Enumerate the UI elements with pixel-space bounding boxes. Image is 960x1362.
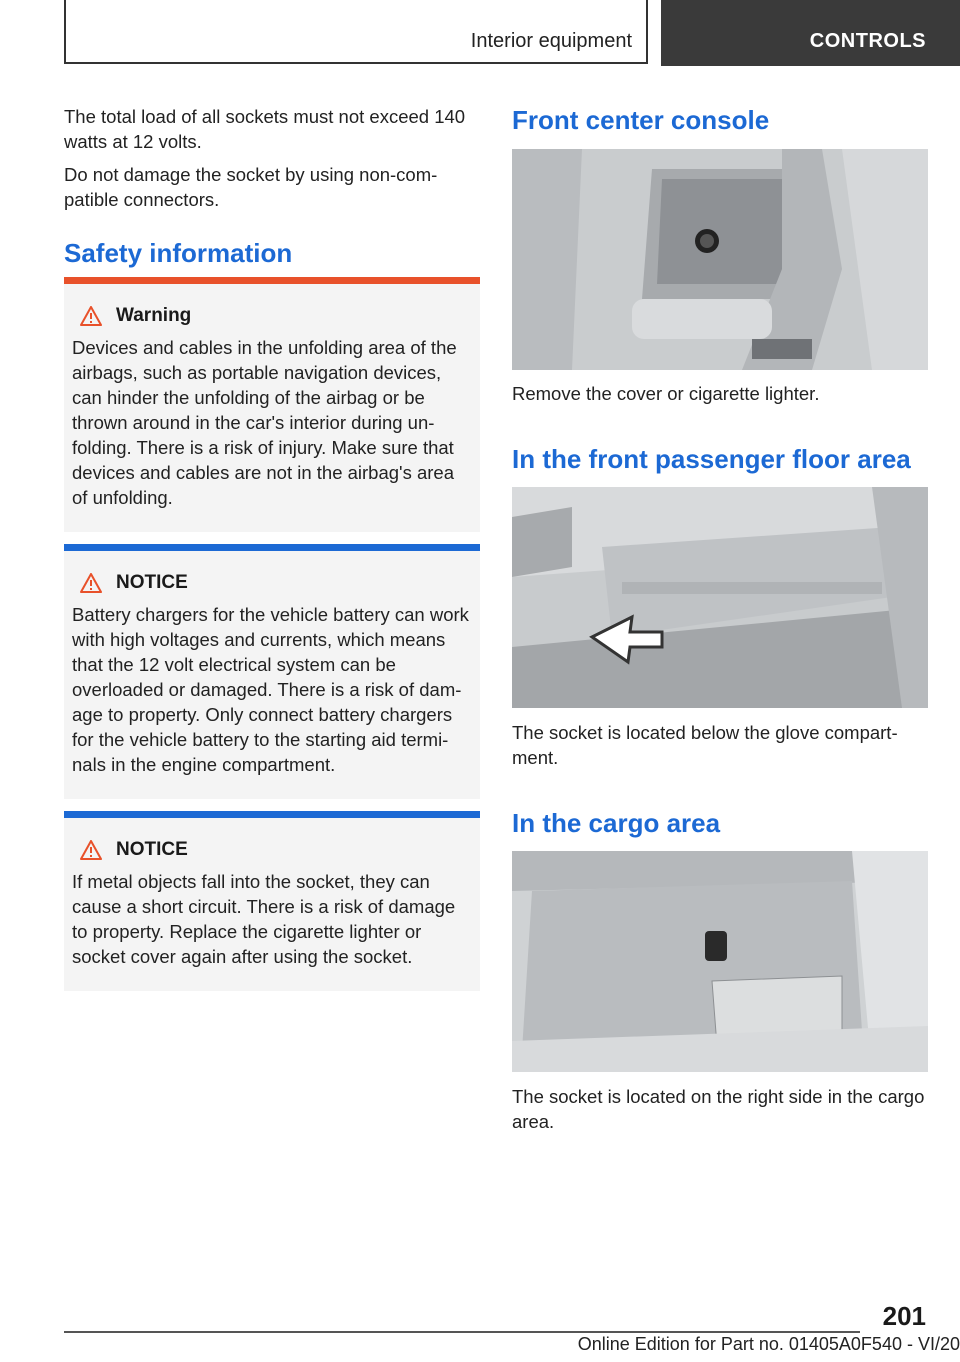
cargo-photo [512, 851, 928, 1072]
intro-text [64, 104, 480, 212]
header-section-frame [64, 0, 648, 64]
header-section-title: Interior equipment [470, 30, 632, 52]
front-console-caption: Remove the cover or cigarette lighter. [512, 383, 820, 404]
header-chapter-title: CONTROLS [809, 30, 926, 52]
cargo-heading: In the cargo area [512, 808, 721, 838]
passenger-floor-photo [512, 487, 928, 708]
callout-text: If metal objects fall into the socket, they can cause a short circuit. There is a risk of damage to property. Replace the cigarette lighter or socket cover again after using the socket. [72, 871, 456, 967]
callout-text: Battery chargers for the vehicle battery can work with high voltages and currents, which means that the 12 volt electrical system can be overloaded or damaged. There is a risk of dam- age to property. Only connect battery chargers for the vehicle battery to the starting aid termi- nals in the engine compartment. [72, 604, 469, 775]
intro-paragraph: Do not damage the socket by using non-com- patible connectors. [64, 164, 438, 210]
notice-callout [64, 544, 480, 799]
footer-divider [64, 1331, 860, 1333]
callout-title-text: NOTICE [116, 839, 188, 860]
intro-paragraph: The total load of all sockets must not exceed 140 watts at 12 volts. [64, 106, 466, 152]
header-chapter-tab [661, 0, 960, 66]
callout-bar [64, 811, 480, 818]
callout-title [80, 572, 472, 594]
callout-title-text: NOTICE [116, 572, 188, 593]
callout-title [80, 839, 472, 861]
warning-triangle-icon [80, 840, 102, 860]
front-console-photo [512, 149, 928, 370]
passenger-floor-heading: In the front passenger floor area [512, 444, 911, 474]
callout-title-text: Warning [116, 305, 192, 326]
footer-edition: Online Edition for Part no. 01405A0F540 - VI/20 [577, 1334, 960, 1354]
passenger-floor-caption: The socket is located below the glove compart- ment. [512, 722, 898, 768]
warning-triangle-icon [80, 573, 102, 593]
front-console-heading: Front center console [512, 105, 770, 135]
cargo-caption: The socket is located on the right side in the cargo area. [512, 1086, 925, 1132]
warning-triangle-icon [80, 306, 102, 326]
page-number: 201 [882, 1301, 926, 1331]
notice-callout [64, 811, 480, 991]
warning-callout [64, 277, 480, 532]
callout-title [80, 305, 472, 327]
safety-heading: Safety information [64, 238, 293, 268]
callout-bar [64, 277, 480, 284]
callout-bar [64, 544, 480, 551]
callout-text: Devices and cables in the unfolding area of the airbags, such as portable navigation devices, can hinder the unfolding of the airbag or be thrown around in the car's interior during un- folding. There is a risk of injury. Make sure that devices and cables are not in the airbag's area of unfolding. [72, 337, 457, 508]
